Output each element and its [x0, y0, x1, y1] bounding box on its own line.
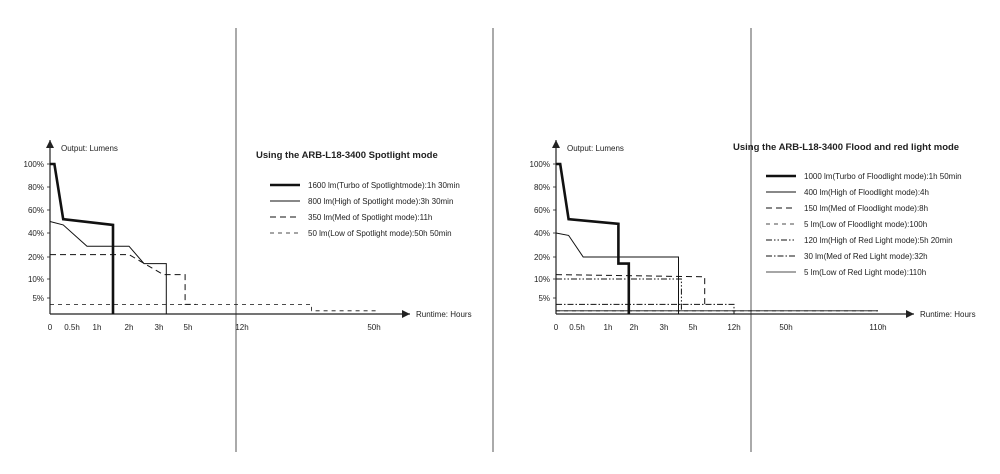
spot-legend-label-2: 800 lm(High of Spotlight mode):3h 30min — [308, 197, 454, 206]
spot-x-tick-label: 50h — [367, 323, 381, 332]
flood-y-tick-label: 100% — [529, 160, 550, 169]
spot-legend-label-1: 1600 lm(Turbo of Spotlightmode):1h 30min — [308, 181, 460, 190]
flood-x-tick-label: 12h — [727, 323, 741, 332]
spot-chart-title: Using the ARB-L18-3400 Spotlight mode — [256, 150, 438, 161]
flood-legend-label-2: 400 lm(High of Floodlight mode):4h — [804, 188, 929, 197]
flood-x-tick-label: 50h — [779, 323, 793, 332]
spot-y-tick-label: 5% — [32, 294, 44, 303]
flood-x-tick-label: 0.5h — [569, 323, 585, 332]
spot-x-tick-label: 12h — [235, 323, 249, 332]
spot-y-axis-label: Output: Lumens — [61, 144, 118, 153]
spot-y-tick-label: 40% — [27, 229, 44, 238]
flood-x-tick-label: 5h — [688, 323, 698, 332]
flood-y-tick-label: 5% — [538, 294, 550, 303]
flood-y-tick-label: 80% — [533, 183, 550, 192]
flood-y-axis-label: Output: Lumens — [567, 144, 624, 153]
flood-y-tick-label: 20% — [533, 253, 550, 262]
spot-x-axis-label: Runtime: Hours — [416, 310, 472, 319]
flood-legend-label-4: 5 lm(Low of Floodlight mode):100h — [804, 220, 928, 229]
spot-x-tick-label: 0.5h — [64, 323, 80, 332]
flood-x-tick-label: 0 — [553, 323, 559, 332]
flood-x-tick-label: 2h — [629, 323, 639, 332]
spot-y-tick-label: 100% — [23, 160, 44, 169]
flood-chart-title: Using the ARB-L18-3400 Flood and red light mode — [733, 142, 960, 153]
spot-y-tick-label: 60% — [27, 206, 44, 215]
spot-x-tick-label: 3h — [154, 323, 164, 332]
flood-y-tick-label: 40% — [533, 229, 550, 238]
flood-x-tick-label: 110h — [869, 323, 887, 332]
spot-y-tick-label: 10% — [27, 275, 44, 284]
spot-x-tick-label: 2h — [124, 323, 134, 332]
flood-y-tick-label: 10% — [533, 275, 550, 284]
spot-legend-label-4: 50 lm(Low of Spotlight mode):50h 50min — [308, 229, 452, 238]
flood-x-tick-label: 1h — [603, 323, 613, 332]
flood-x-axis-label: Runtime: Hours — [920, 310, 976, 319]
spot-y-tick-label: 20% — [27, 253, 44, 262]
flood-x-tick-label: 3h — [659, 323, 669, 332]
flood-y-tick-label: 60% — [533, 206, 550, 215]
flood-legend-label-7: 5 lm(Low of Red Light mode):110h — [804, 268, 927, 277]
flood-legend-label-6: 30 lm(Med of Red Light mode):32h — [804, 252, 928, 261]
spot-x-tick-label: 5h — [183, 323, 193, 332]
flood-legend-label-1: 1000 lm(Turbo of Floodlight mode):1h 50min — [804, 172, 962, 181]
spot-x-tick-label: 0 — [47, 323, 53, 332]
spot-legend-label-3: 350 lm(Med of Spotlight mode):11h — [308, 213, 433, 222]
spot-x-tick-label: 1h — [92, 323, 102, 332]
flood-legend-label-5: 120 lm(High of Red Light mode):5h 20min — [804, 236, 953, 245]
spot-y-tick-label: 80% — [27, 183, 44, 192]
flood-legend-label-3: 150 lm(Med of Floodlight mode):8h — [804, 204, 929, 213]
